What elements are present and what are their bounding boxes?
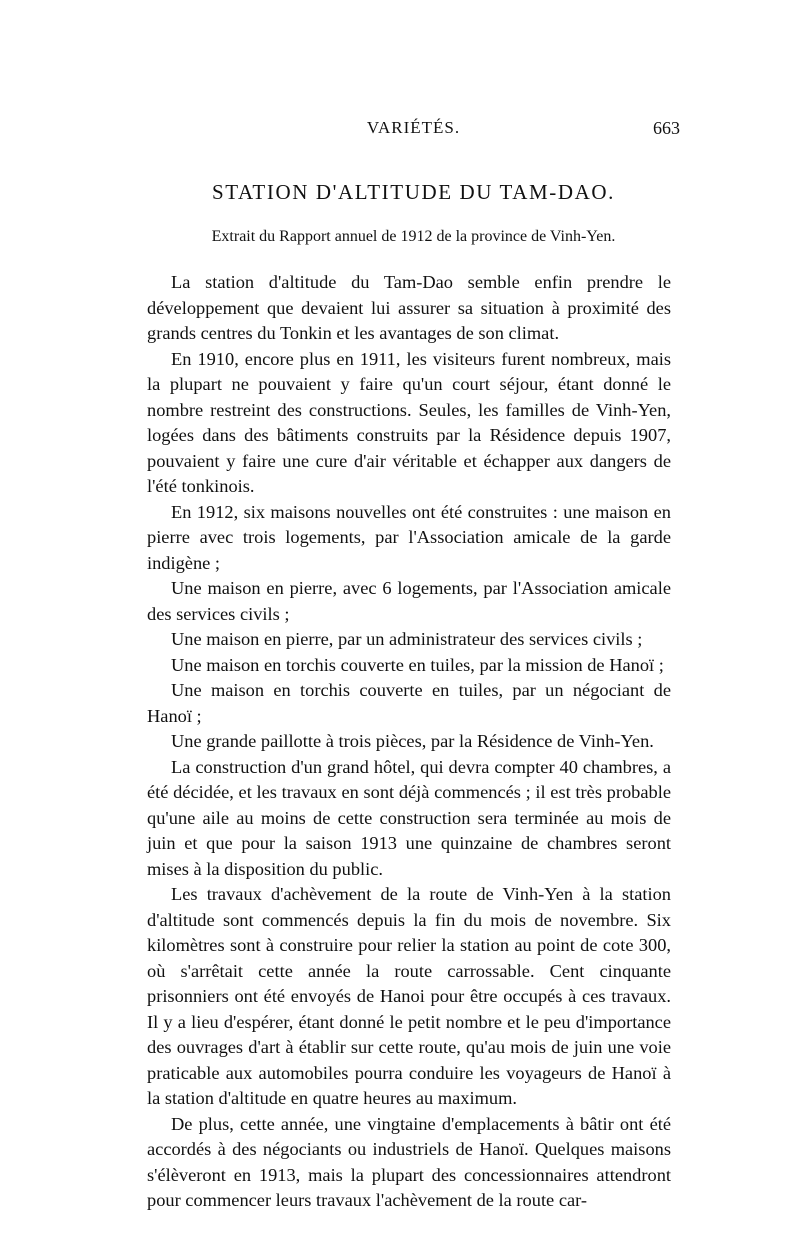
- paragraph: Une maison en torchis couverte en tuiles, par la mission de Hanoï ;: [171, 654, 664, 675]
- running-title: VARIÉTÉS.: [366, 118, 461, 137]
- paragraph: En 1912, six maisons nouvelles ont été construites : une maison en pierre avec trois logements, par l'Association amicale de la garde indigène ;: [147, 501, 671, 573]
- paragraph: Une maison en pierre, avec 6 logements, par l'Association amicale des services civils ;: [147, 578, 671, 624]
- paragraph: Une maison en pierre, par un administrateur des services civils ;: [171, 629, 643, 649]
- paragraph: La station d'altitude du Tam-Dao semble enfin prendre le développement que devaient lui assurer sa situation à proximité des grands centres du Tonkin et les avantages de son climat.: [147, 272, 671, 343]
- paragraph: En 1910, encore plus en 1911, les visiteurs furent nombreux, mais la plupart ne pouvaient y faire qu'un court séjour, étant donné le nombre restreint des constructions. Seules, les familles de Vinh-Yen, logées dans des bâtiments construits par la Résidence depuis 1907, pouvaient y faire une cure d'air véritable et échapper aux dangers de l'été tonkinois.: [147, 348, 671, 496]
- article-subtitle: Extrait du Rapport annuel de 1912 de la province de Vinh-Yen.: [211, 228, 616, 245]
- paragraph: Une grande paillotte à trois pièces, par la Résidence de Vinh-Yen.: [171, 731, 654, 751]
- article-title: STATION D'ALTITUDE DU TAM-DAO.: [211, 180, 616, 204]
- paragraph: Les travaux d'achèvement de la route de Vinh-Yen à la station d'altitude sont commencés depuis la fin du mois de novembre. Six kilomètres sont à construire pour relier la station au point de cote 300, où s'arrêtait cette année la route carrossable. Cent cinquante prisonniers ont été envoyés de Hanoi pour être occupés à ces travaux. Il y a lieu d'espérer, étant donné le petit nombre et le peu d'importance des ouvrages d'art à établir sur cette route, qu'au mois de juin une voie praticable aux automobiles pourra conduire les voyageurs de Hanoï à la station d'altitude en quatre heures au maximum.: [147, 884, 671, 1108]
- article-body: [147, 270, 671, 1214]
- paragraph: De plus, cette année, une vingtaine d'emplacements à bâtir ont été accordés à des négociants ou industriels de Hanoï. Quelques maisons s'élèveront en 1913, mais la plupart des concessionnaires attendront pour commencer leurs travaux l'achèvement de la route car-: [147, 1113, 671, 1210]
- paragraph: Une maison en torchis couverte en tuiles, par un négociant de Hanoï ;: [147, 680, 671, 726]
- running-head: [147, 118, 680, 142]
- paragraph: La construction d'un grand hôtel, qui devra compter 40 chambres, a été décidée, et les travaux en sont déjà commencés ; il est très probable qu'une aile au moins de cette construction sera terminée au mois de juin et que pour la saison 1913 une quinzaine de chambres seront mises à la disposition du public.: [147, 756, 671, 879]
- page-number: 663: [653, 118, 680, 138]
